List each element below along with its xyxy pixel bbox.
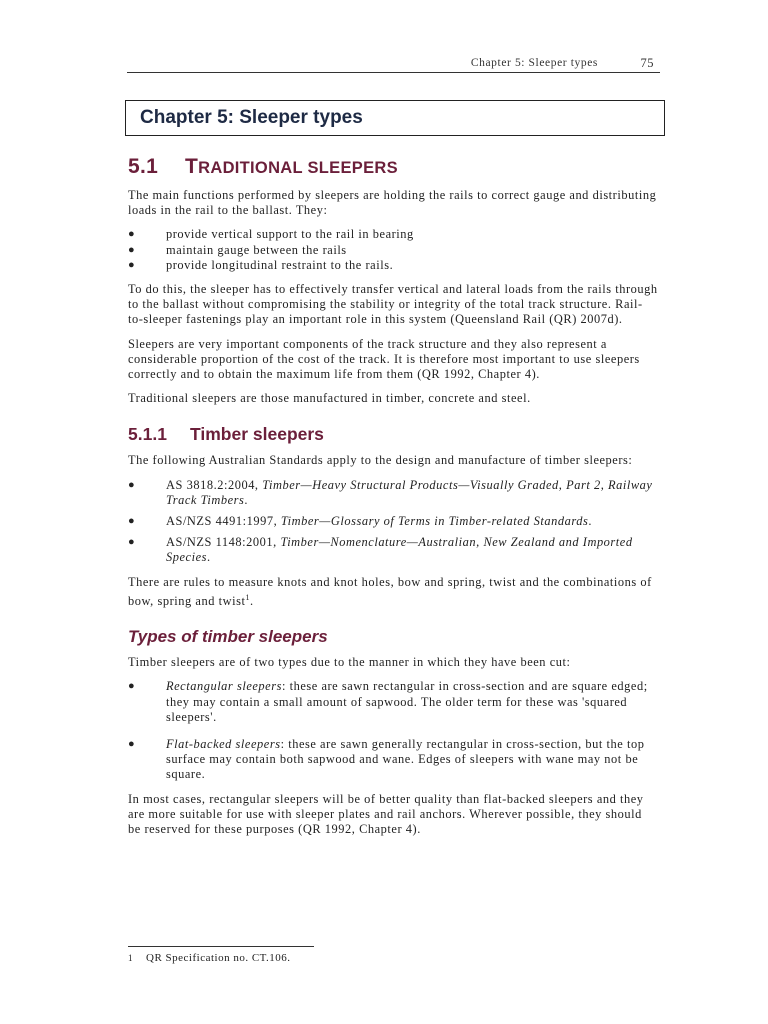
list-item: ● maintain gauge between the rails (128, 242, 347, 257)
section-title-rest: RADITIONAL SLEEPERS (198, 159, 398, 177)
standards-list (128, 478, 658, 566)
subsection-heading: Types of timber sleepers (128, 627, 328, 647)
section-number: 5.1.1 (128, 424, 167, 445)
paragraph: Sleepers are very important components of the track structure and they also represent a considerable proportion of the cost of the track. It is therefore most important to use sleepers correctly and to obtain the maximum life from them (QR 1992, Chapter 4). (128, 336, 640, 382)
running-header (127, 54, 660, 74)
main-content (128, 155, 658, 846)
bullet-icon: ● (128, 738, 136, 750)
header-rule (127, 72, 660, 73)
paragraph: To do this, the sleeper has to effectively transfer vertical and lateral loads from the rails through to the ballast without compromising the stability or integrity of the total track structure. Rail-to-sleeper fastenings play an important role in this system (Queensland Rail (QR) 2007d). (128, 282, 658, 327)
paragraph: Timber sleepers are of two types due to the manner in which they have been cut: (128, 655, 571, 670)
section-heading-5-1-1 (128, 424, 658, 445)
paragraph: Traditional sleepers are those manufactured in timber, concrete and steel. (128, 391, 531, 406)
paragraph: In most cases, rectangular sleepers will be of better quality than flat-backed sleepers and they are more suitable for use with sleeper plates and rail anchors. Wherever possible, they should be reserved for these purposes (QR 1992, Chapter 4). (128, 791, 644, 837)
footnote-ref[interactable]: 1 (245, 592, 251, 602)
bullet-icon: ● (128, 258, 136, 271)
paragraph: There are rules to measure knots and knot holes, bow and spring, twist and the combinations of bow, spring and twist$^1$. (128, 574, 652, 608)
list-item: ● Rectangular sleepers: these are sawn rectangular in cross-section and are square edged; they may contain a small amount of sapwood. The older term for these was 'squared sleepers'. (128, 679, 648, 724)
section-title-initial: T (185, 155, 199, 178)
section-number: 5.1 (128, 155, 159, 178)
bullet-icon: ● (128, 536, 136, 549)
section-title: Timber sleepers (190, 424, 324, 445)
section-intro-paragraph: The main functions performed by sleepers are holding the rails to correct gauge and distributing loads in the rail to the ballast. They: (128, 188, 657, 218)
footnote-rule (128, 946, 314, 947)
footnote-text: QR Specification no. CT.106. (146, 952, 291, 964)
functions-list (128, 227, 658, 273)
page-number: 75 (640, 56, 654, 70)
list-item: ● provide vertical support to the rail in bearing (128, 227, 414, 242)
list-item: ● AS/NZS 4491:1997, Timber—Glossary of Terms in Timber-related Standards. (128, 514, 593, 529)
sleeper-types-list (128, 679, 658, 782)
footnote-number: 1 (128, 953, 133, 963)
list-item: ● provide longitudinal restraint to the rails. (128, 257, 394, 272)
list-item: ● Flat-backed sleepers: these are sawn generally rectangular in cross-section, but the top surface may contain both sapwood and wane. Edges of sleepers with wane may not be square. (128, 737, 645, 782)
bullet-icon: ● (128, 228, 136, 241)
running-header-title: Chapter 5: Sleeper types (470, 57, 598, 69)
bullet-icon: ● (128, 515, 136, 528)
footnote (128, 952, 291, 964)
list-item: ● AS 3818.2:2004, Timber—Heavy Structural Products—Visually Graded, Part 2, Railway Track Timbers. (128, 477, 653, 507)
paragraph: The following Australian Standards apply to the design and manufacture of timber sleepers: (128, 453, 633, 468)
bullet-icon: ● (128, 680, 136, 693)
list-item: ● AS/NZS 1148:2001, Timber—Nomenclature—Australian, New Zealand and Imported Species. (128, 535, 633, 565)
chapter-title-box (125, 100, 665, 136)
chapter-title: Chapter 5: Sleeper types (140, 107, 363, 128)
section-heading-5-1 (128, 155, 658, 179)
bullet-icon: ● (128, 478, 136, 491)
bullet-icon: ● (128, 243, 136, 256)
